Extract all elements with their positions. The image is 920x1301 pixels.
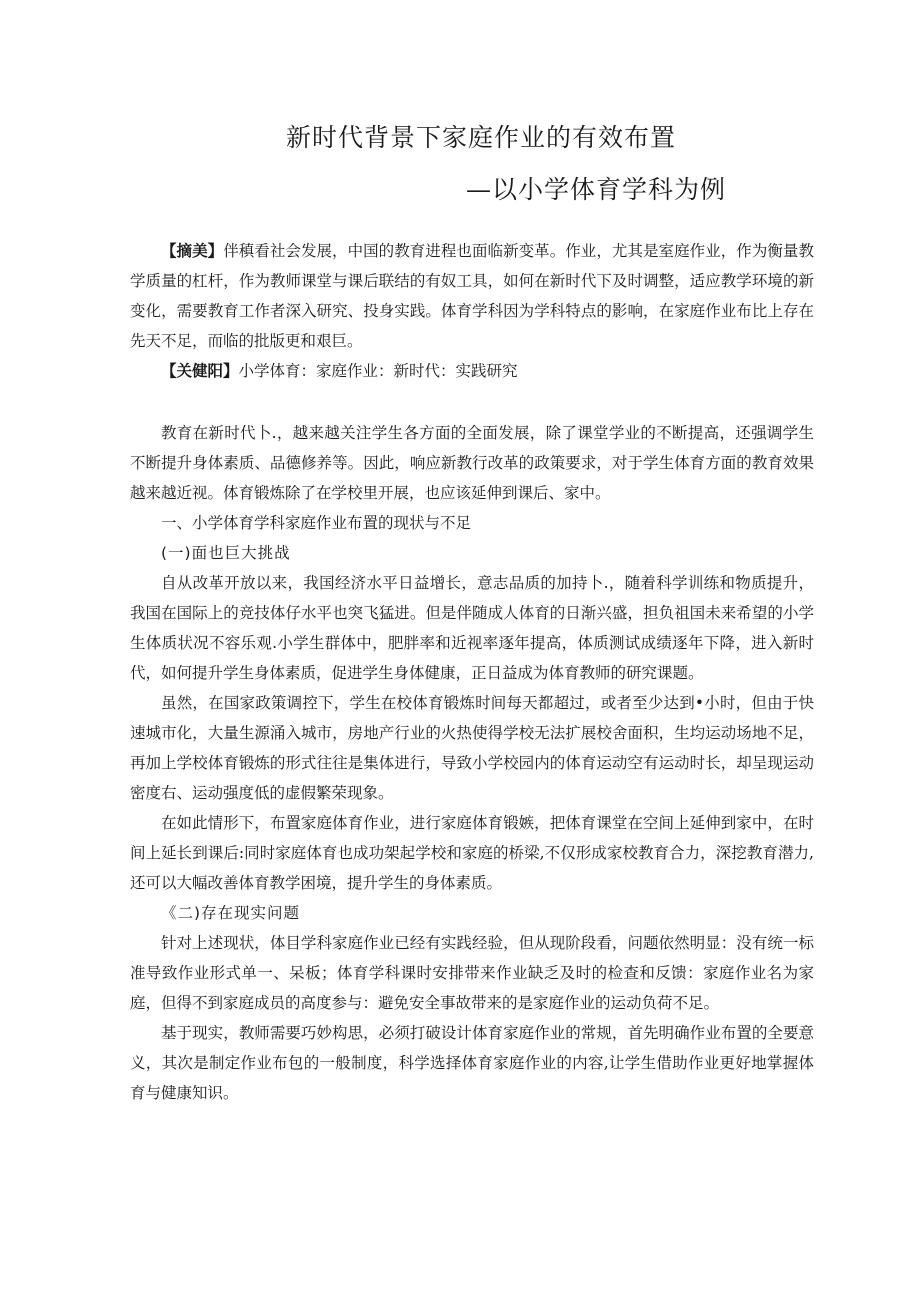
subsection2-heading: 《二)存在现实问题 xyxy=(161,904,301,922)
keywords-text: 小学体育：家庭作业：新时代：实践研究 xyxy=(238,362,518,380)
subsection1-heading: (一)面也巨大挑战 xyxy=(161,544,291,562)
abstract-paragraph xyxy=(130,236,814,356)
document-subtitle: —以小学体育学科为例 xyxy=(466,175,727,204)
section1-heading: 一、小学体育学科家庭作业布置的现状与不足 xyxy=(161,514,472,532)
keywords-paragraph xyxy=(130,356,814,386)
keywords-label: 【关健阳】 xyxy=(161,361,239,380)
subsection1-paragraph-3: 在如此情形下，布置家庭体育作业，进行家庭体育锻嫉，把体育课堂在空间上延伸到家中，在时间上延长到课后:同时家庭体育也成功架起学校和家庭的桥梁,不仅形成家校教育合力，深挖教育潜力,还可以大幅改善体育教学困境，提升学生的身体素质。 xyxy=(130,814,814,892)
document-title: 新时代背景下家庭作业的有效布置 xyxy=(286,123,677,152)
subsection2-paragraph-2: 基于现实，教师需要巧妙构思，必须打破设计体育家庭作业的常规，首先明确作业布置的全要意义，其次是制定作业布包的一般制度，科学选择体育家庭作业的内容,让学生借助作业更好地掌握体育与健康知识。 xyxy=(130,1024,814,1102)
subsection2-paragraph-1: 针对上述现状，体目学科家庭作业已经有实践经验，但从现阶段看，问题依然明显：没有统一标准导致作业形式单一、呆板；体育学科课时安排带来作业缺乏及时的检查和反馈：家庭作业名为家庭，但得不到家庭成员的高度参与：避免安全事故带来的是家庭作业的运动负荷不足。 xyxy=(130,934,814,1012)
document-body xyxy=(130,236,814,1108)
abstract-label: 【摘美】 xyxy=(161,241,224,260)
subsection1-paragraph-1: 自从改革开放以来，我国经济水平日益增长，意志品质的加持卜.，随着科学训练和物质提升，我国在国际上的竞技体仔水平也突飞猛进。但是伴随成人体育的日渐兴盛，担负祖国未来希望的小学生体质状况不容乐观.小学生群体中，肥胖率和近视率逐年提高，体质测试成绩逐年下降，进入新时代，如何提升学生身体素质，促进学生身体健康，正日益成为体育教师的研究课题。 xyxy=(130,574,814,682)
section-gap xyxy=(130,386,814,418)
intro-paragraph: 教育在新时代卜.，越来越关注学生各方面的全面发展，除了课堂学业的不断提高，还强调学生不断提升身体素质、品德修养等。因此，响应新教行改革的政策要求，对于学生体育方面的教育效果越来越近视。体育锻炼除了在学校里开展，也应该延伸到课后、家中。 xyxy=(130,424,814,502)
abstract-text: 伴稹看社会发展，中国的教育进程也面临新变革。作业，尤其是室庭作业，作为衡量教学质量的杠杆，作为教师课堂与课后联结的有奴工具，如何在新时代下及时调整，适应教学环境的新变化，需要教育工作者深入研究、投身实践。体育学科因为学科特点的影响，在家庭作业布比上存在先天不足，而临的批版更和艰巨。 xyxy=(130,242,814,350)
subsection1-paragraph-2: 虽然，在国家政策调控下，学生在校体育锻炼时间每天都超过，或者至少达到•小时，但由于快速城市化，大量生源涌入城市，房地产行业的火热使得学校无法扩展校舍面积，生均运动场地不足，再加上学校体育锻炼的形式往往是集体进行，导致小学校园内的体育运动空有运动时长，却呈现运动密度右、运动强度低的虚假繁荣现象。 xyxy=(130,694,814,802)
